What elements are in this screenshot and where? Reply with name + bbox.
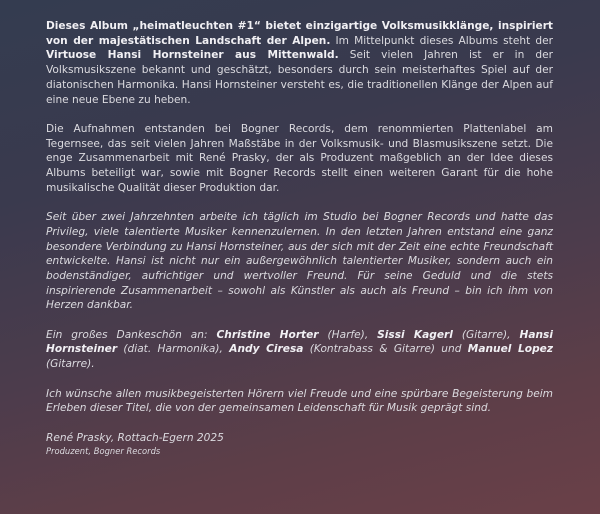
musician-name: Christine Horter (216, 328, 319, 341)
musician-role: (Gitarre). (46, 358, 95, 371)
signature-line: René Prasky, Rottach-Egern 2025 (46, 431, 224, 444)
intro-paragraph (46, 19, 553, 107)
musician-name: Andy Ciresa (229, 343, 304, 356)
musician-role: (Gitarre), (452, 328, 520, 341)
musician-role: (Kontrabass & Gitarre) und (303, 343, 468, 356)
closing-paragraph: Ich wünsche allen musikbegeisterten Hörern viel Freude und eine spürbare Begeisterung beim Erleben dieser Titel, die von der gemeinsamen Leidenschaft für Musik geprägt sind. (46, 387, 553, 415)
musician-role: (diat. Harmonika), (117, 343, 230, 356)
liner-notes (46, 19, 553, 458)
musician-name: Manuel Lopez (467, 343, 553, 356)
musician-name: Sissi Kagerl (377, 328, 453, 341)
intro-text-2: Seit vielen Jahren ist er in der Volksmusikszene bekannt und geschätzt, besonders durch sein meisterhaftes Spiel auf der diatonischen Harmonika. Hansi Hornsteiner versteht es, die traditionellen Klänge der Alpen auf eine neue Ebene zu heben. (46, 49, 553, 106)
signature-role: Produzent, Bogner Records (46, 446, 161, 457)
thanks-lead: Ein großes Dankeschön an: (46, 328, 217, 341)
intro-text-1: Im Mittelpunkt dieses Albums steht der (330, 34, 553, 47)
thanks-paragraph (46, 328, 553, 372)
intro-bold-lead: Dieses Album „heimatleuchten #1“ bietet einzigartige Volksmusikklänge, inspiriert von der majestätischen Landschaft der Alpen. (46, 20, 553, 47)
musician-role: (Harfe), (318, 328, 378, 341)
intro-bold-artist: Virtuose Hansi Hornsteiner aus Mittenwald. (46, 49, 339, 62)
musician-name: Hansi Hornsteiner (46, 328, 553, 356)
tribute-paragraph: Seit über zwei Jahrzehnten arbeite ich täglich im Studio bei Bogner Records und hatte das Privileg, viele talentierte Musiker kennenzulernen. In den letzten Jahren entstand eine ganz besondere Verbindung zu Hansi Hornsteiner, aus der sich mit der Zeit eine echte Freundschaft entwickelte. Hansi ist nicht nur ein außergewöhnlich talentierter Musiker, sondern auch ein bodenständiger, aufrichtiger und wertvoller Freund. Für seine Geduld und die stets inspirierende Zusammenarbeit – sowohl als Künstler als auch als Freund – bin ich ihm von Herzen dankbar. (46, 211, 553, 312)
recording-paragraph: Die Aufnahmen entstanden bei Bogner Records, dem renommierten Plattenlabel am Tegernsee, das seit vielen Jahren Maßstäbe in der Volksmusik- und Blasmusikszene setzt. Die enge Zusammenarbeit mit René Prasky, der als Produzent maßgeblich an der Idee dieses Albums beteiligt war, sowie mit Bogner Records stellt einen weiteren Garant für die hohe musikalische Qualität dieser Produktion dar. (46, 122, 553, 194)
